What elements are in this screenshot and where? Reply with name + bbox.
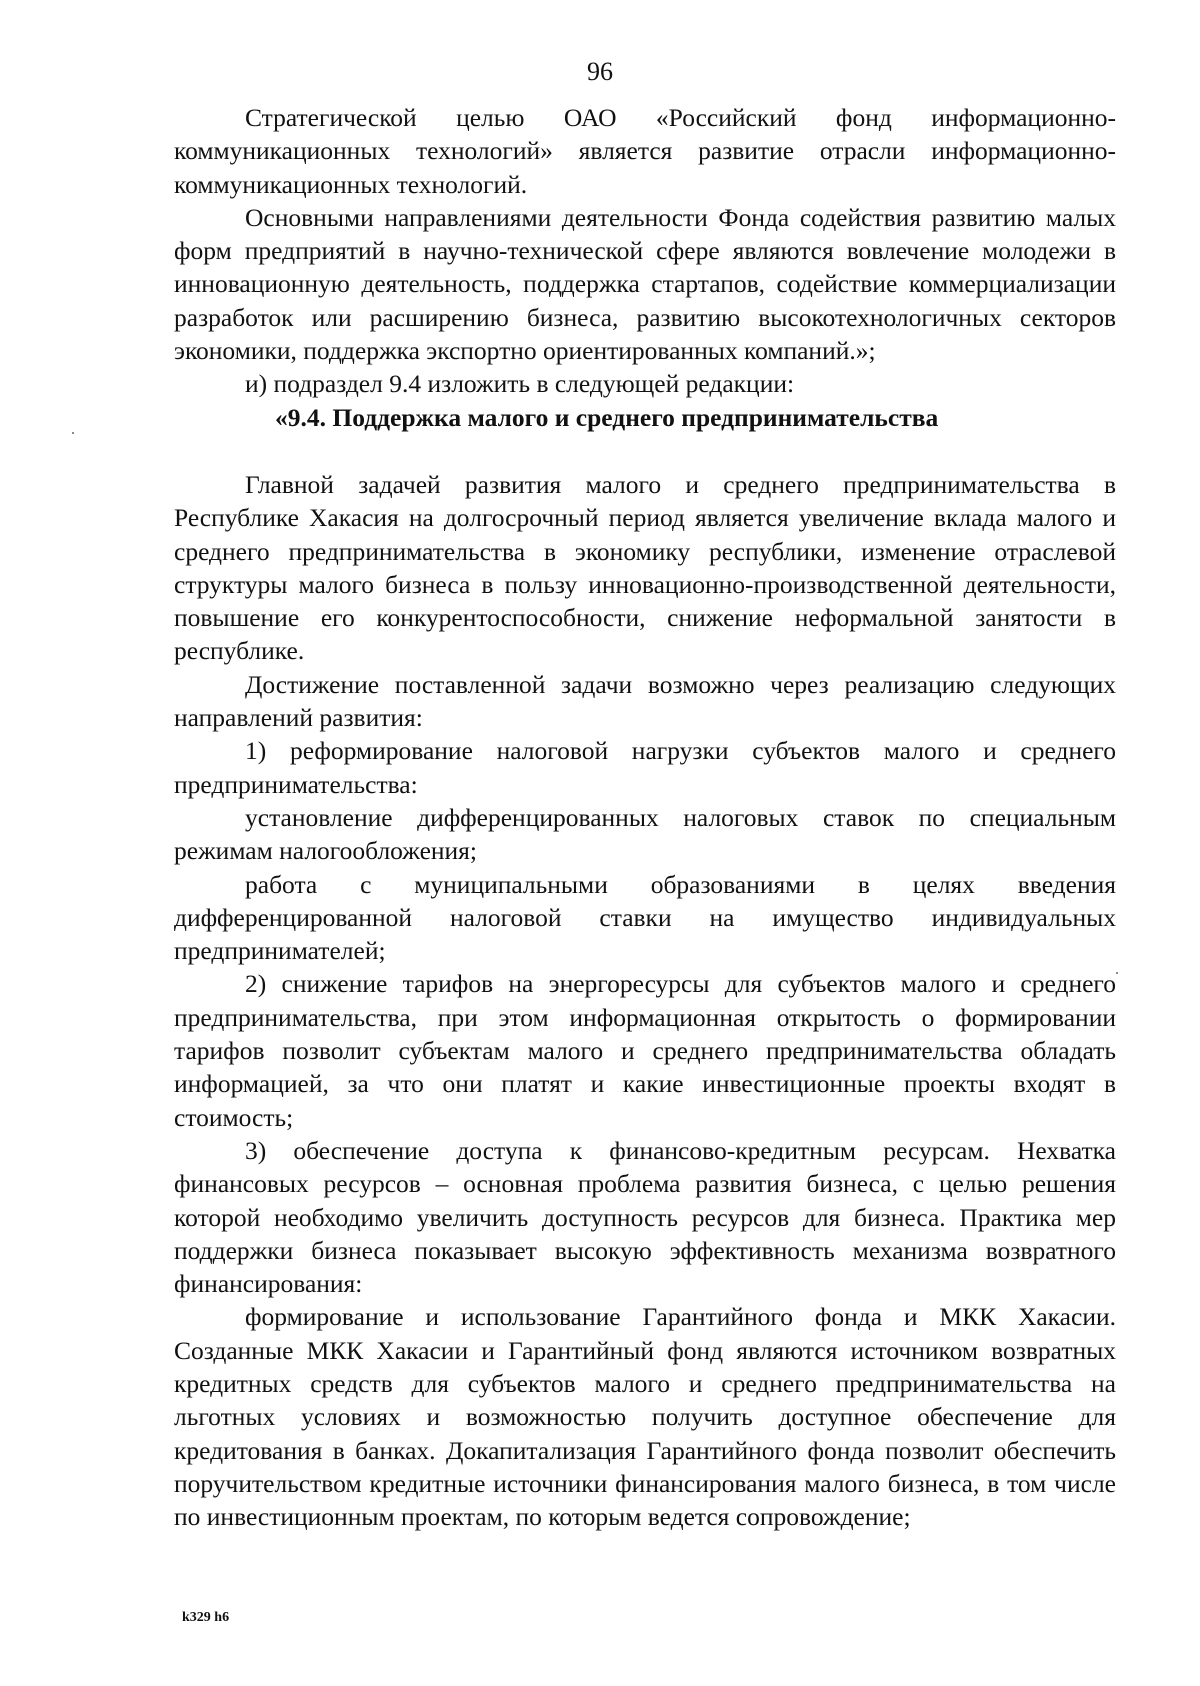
page-number: 96 — [587, 57, 613, 86]
paragraph-amendment-instruction: и) подраздел 9.4 изложить в следующей редакции: — [245, 369, 795, 399]
paragraph-financial-access: 3) обеспечение доступа к финансово-кредитным ресурсам. Нехватка финансовых ресурсов – основная проблема развития бизнеса, с целью решения которой необходимо увеличить доступность ресурсов для бизнеса. Практика мер поддержки бизнеса показывает высокую эффективность механизма возвратного финансирования: — [174, 1135, 1116, 1299]
scan-speck — [1116, 972, 1118, 974]
paragraph-achievement: Достижение поставленной задачи возможно через реализацию следующих направлений развития: — [174, 669, 1116, 733]
paragraph-guarantee-fund: формирование и использование Гарантийного фонда и МКК Хакасии. Созданные МКК Хакасии и Гарантийный фонд являются источником возвратных кредитных средств для субъектов малого и среднего предпринимательства на льготных условиях и возможностью получить доступное обеспечение для кредитования в банках. Докапитализация Гарантийного фонда позволит обеспечить поручительством кредитные источники финансирования малого бизнеса, в том числе по инвестиционным проектам, по которым ведется сопровождение; — [174, 1302, 1116, 1532]
paragraph-main-task: Главной задачей развития малого и среднего предпринимательства в Республике Хакасия на долгосрочный период является увеличение вклада малого и среднего предпринимательства в экономику республики, изменение отраслевой структуры малого бизнеса в пользу инновационно-производственной деятельности, повышение его конкурентоспособности, снижение неформальной занятости в республике. — [174, 469, 1116, 666]
scan-speck — [72, 432, 74, 434]
paragraph-tax-reform: 1) реформирование налоговой нагрузки субъектов малого и среднего предпринимательства: — [174, 736, 1116, 799]
footer-document-code: k329 h6 — [182, 1610, 230, 1625]
paragraph-energy-tariffs: 2) снижение тарифов на энергоресурсы для субъектов малого и среднего предпринимательства, при этом информационная открытость о формировании тарифов позволит субъектам малого и среднего предпринимательства обладать информацией, за что они платят и какие инвестиционные проекты входят в стоимость; — [174, 969, 1116, 1132]
paragraph-strategic-goal: Стратегической целью ОАО «Российский фонд информационно-коммуникационных технологий» является развитие отрасли информационно-коммуникационных технологий. — [174, 103, 1116, 199]
document-body — [174, 101, 1116, 1533]
paragraph-municipal-work: работа с муниципальными образованиями в целях введения дифференцированной налоговой ставки на имущество индивидуальных предпринимателей; — [174, 869, 1116, 966]
paragraph-fund-directions: Основными направлениями деятельности Фонда содействия развитию малых форм предприятий в научно-технической сфере являются вовлечение молодежи в инновационную деятельность, поддержка стартапов, содействие коммерциализации разработок или расширению бизнеса, развитию высокотехнологичных секторов экономики, поддержка экспортно ориентированных компаний.»; — [174, 202, 1116, 366]
paragraph-tax-rates: установление дифференцированных налоговых ставок по специальным режимам налогообложения; — [174, 802, 1116, 866]
section-heading: «9.4. Поддержка малого и среднего предпринимательства — [275, 402, 939, 432]
